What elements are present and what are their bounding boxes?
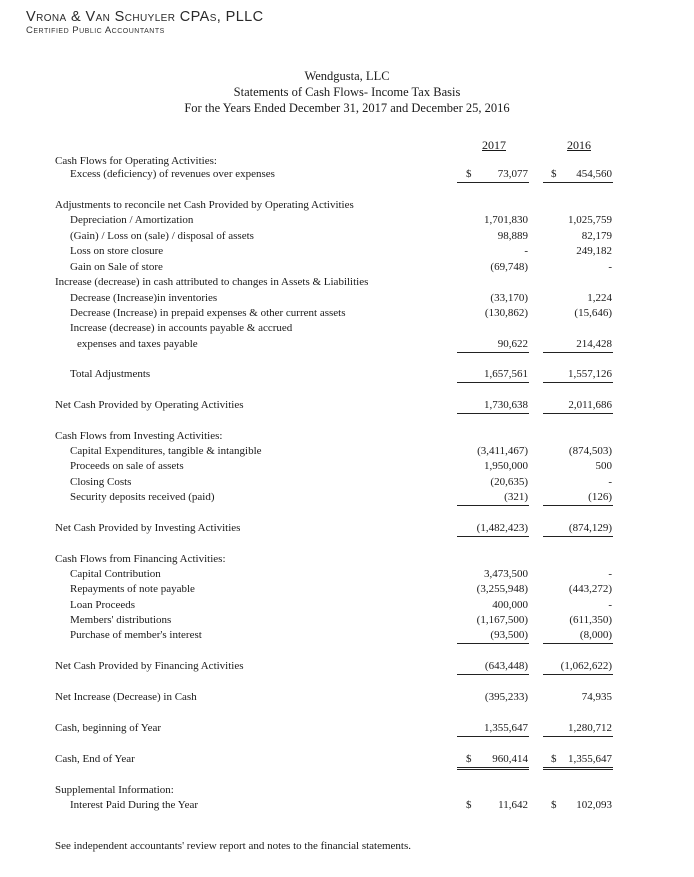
total-underline (543, 352, 613, 353)
firm-name: Vrona & Van Schuyler CPAs, PLLC (26, 9, 264, 25)
row-label: Net Cash Provided by Financing Activities (55, 660, 244, 672)
row-label: expenses and taxes payable (77, 338, 198, 350)
value-2016: 1,280,712 (568, 722, 612, 734)
value-2017: (20,635) (490, 476, 528, 488)
row-label: Cash, beginning of Year (55, 722, 162, 734)
total-underline (457, 643, 529, 644)
row-label: Interest Paid During the Year (70, 799, 199, 811)
row-label: Net Increase (Decrease) in Cash (55, 691, 197, 703)
statement-row (0, 598, 694, 613)
value-2016: (15,646) (574, 307, 612, 319)
value-2016: 500 (595, 460, 612, 472)
statement-row (0, 291, 694, 306)
double-underline (543, 767, 613, 773)
firm-subtitle: Certified Public Accountants (26, 25, 165, 36)
row-label: Closing Costs (70, 476, 132, 488)
total-underline (543, 413, 613, 414)
row-label: Gain on Sale of store (70, 261, 163, 273)
statement-row (0, 275, 694, 290)
statement-row (0, 567, 694, 582)
value-2017: (1,167,500) (476, 614, 528, 626)
statement-row (0, 613, 694, 628)
row-label: Members' distributions (70, 614, 172, 626)
row-label: Net Cash Provided by Investing Activities (55, 522, 241, 534)
value-2016: 82,179 (581, 230, 612, 242)
total-underline (543, 536, 613, 537)
currency-symbol: $ (551, 799, 557, 811)
value-2016: - (608, 599, 612, 611)
row-label: Decrease (Increase)in inventories (70, 292, 218, 304)
statement-row (0, 582, 694, 597)
row-label: Decrease (Increase) in prepaid expenses & other current assets (70, 307, 346, 319)
value-2016: 1,557,126 (568, 368, 612, 380)
value-2016: 74,935 (581, 691, 612, 703)
row-label: Supplemental Information: (55, 784, 174, 796)
value-2017: (1,482,423) (476, 522, 528, 534)
total-underline (543, 382, 613, 383)
row-label: Depreciation / Amortization (70, 214, 194, 226)
value-2017: 1,355,647 (484, 722, 528, 734)
total-underline (543, 736, 613, 737)
value-2016: (874,503) (568, 445, 612, 457)
row-label: Cash Flows from Investing Activities: (55, 430, 223, 442)
statement-title: Statements of Cash Flows- Income Tax Basis (233, 85, 461, 99)
row-label: Adjustments to reconcile net Cash Provided by Operating Activities (55, 199, 354, 211)
row-label: Increase (decrease) in accounts payable & accrued (70, 322, 293, 334)
value-2016: 214,428 (576, 338, 612, 350)
value-2017: 1,730,638 (484, 399, 528, 411)
value-2017: (643,448) (484, 660, 528, 672)
row-label: Increase (decrease) in cash attributed to changes in Assets & Liabilities (55, 276, 369, 288)
row-label: Loan Proceeds (70, 599, 136, 611)
statement-row (0, 260, 694, 275)
total-underline (543, 505, 613, 506)
statement-row (0, 444, 694, 459)
value-2017: 11,642 (498, 799, 528, 811)
total-underline (543, 674, 613, 675)
statement-row (0, 475, 694, 490)
value-2017: 1,701,830 (484, 214, 528, 226)
value-2016: (8,000) (579, 629, 612, 641)
value-2017: (321) (504, 491, 528, 503)
total-underline (457, 505, 529, 506)
statement-row (0, 398, 694, 413)
row-label: (Gain) / Loss on (sale) / disposal of assets (70, 230, 254, 242)
company-name: Wendgusta, LLC (304, 69, 390, 83)
value-2016: - (608, 476, 612, 488)
column-header-2016: 2016 (567, 138, 591, 152)
value-2017: 3,473,500 (484, 568, 528, 580)
value-2016: 1,355,647 (568, 753, 612, 765)
statement-row (0, 690, 694, 705)
row-label: Repayments of note payable (70, 583, 195, 595)
value-2017: (3,411,467) (477, 445, 528, 457)
statement-row (0, 337, 694, 352)
value-2016: (443,272) (568, 583, 612, 595)
total-underline (457, 413, 529, 414)
value-2017: 1,950,000 (484, 460, 528, 472)
value-2017: 400,000 (492, 599, 528, 611)
statement-row (0, 552, 694, 567)
statement-row (0, 367, 694, 382)
row-label: Cash Flows for Operating Activities: (55, 155, 217, 167)
value-2016: - (608, 261, 612, 273)
total-underline (457, 736, 529, 737)
row-label: Loss on store closure (70, 245, 164, 257)
currency-symbol: $ (551, 753, 557, 765)
statement-row (0, 459, 694, 474)
total-underline (457, 382, 529, 383)
row-label: Cash Flows from Financing Activities: (55, 553, 226, 565)
statement-row (0, 213, 694, 228)
value-2017: 960,414 (492, 753, 528, 765)
row-label: Proceeds on sale of assets (70, 460, 184, 472)
currency-symbol: $ (551, 168, 557, 180)
row-label: Cash, End of Year (55, 753, 135, 765)
row-label: Excess (deficiency) of revenues over expenses (70, 168, 275, 180)
statement-row (0, 321, 694, 336)
statement-row (0, 752, 694, 767)
total-underline (457, 182, 529, 183)
total-underline (543, 643, 613, 644)
value-2016: (1,062,622) (560, 660, 612, 672)
statement-row (0, 244, 694, 259)
value-2017: 1,657,561 (484, 368, 528, 380)
statement-row (0, 659, 694, 674)
row-label: Security deposits received (paid) (70, 491, 215, 503)
statement-row (0, 229, 694, 244)
currency-symbol: $ (466, 168, 472, 180)
row-label: Purchase of member's interest (70, 629, 202, 641)
value-2016: - (608, 568, 612, 580)
statement-row (0, 798, 694, 813)
value-2016: 454,560 (576, 168, 612, 180)
total-underline (457, 536, 529, 537)
statement-row (0, 198, 694, 213)
statement-row (0, 167, 694, 182)
value-2016: 249,182 (576, 245, 612, 257)
row-label: Total Adjustments (70, 368, 151, 380)
currency-symbol: $ (466, 753, 472, 765)
value-2017: (3,255,948) (476, 583, 528, 595)
value-2017: (395,233) (484, 691, 528, 703)
footnote: See independent accountants' review report and notes to the financial statements. (55, 840, 411, 852)
statement-row (0, 521, 694, 536)
double-underline (457, 767, 529, 773)
currency-symbol: $ (466, 799, 472, 811)
statement-row (0, 783, 694, 798)
value-2017: (33,170) (490, 292, 528, 304)
value-2016: (874,129) (568, 522, 612, 534)
statement-row (0, 429, 694, 444)
total-underline (457, 674, 529, 675)
value-2017: - (524, 245, 528, 257)
column-header-2017: 2017 (482, 138, 506, 152)
value-2017: (130,862) (484, 307, 528, 319)
value-2017: (93,500) (490, 629, 528, 641)
value-2016: (126) (588, 491, 612, 503)
statement-row (0, 306, 694, 321)
value-2016: (611,350) (569, 614, 612, 626)
value-2016: 2,011,686 (568, 399, 612, 411)
total-underline (457, 352, 529, 353)
total-underline (543, 182, 613, 183)
row-label: Net Cash Provided by Operating Activities (55, 399, 244, 411)
row-label: Capital Contribution (70, 568, 161, 580)
value-2016: 102,093 (576, 799, 612, 811)
value-2016: 1,025,759 (568, 214, 612, 226)
statement-row (0, 490, 694, 505)
value-2017: 73,077 (497, 168, 528, 180)
value-2017: 98,889 (497, 230, 528, 242)
statement-row (0, 628, 694, 643)
value-2017: 90,622 (497, 338, 528, 350)
value-2017: (69,748) (490, 261, 528, 273)
value-2016: 1,224 (587, 292, 612, 304)
row-label: Capital Expenditures, tangible & intangible (70, 445, 262, 457)
statement-row (0, 721, 694, 736)
statement-period: For the Years Ended December 31, 2017 and December 25, 2016 (184, 101, 510, 115)
